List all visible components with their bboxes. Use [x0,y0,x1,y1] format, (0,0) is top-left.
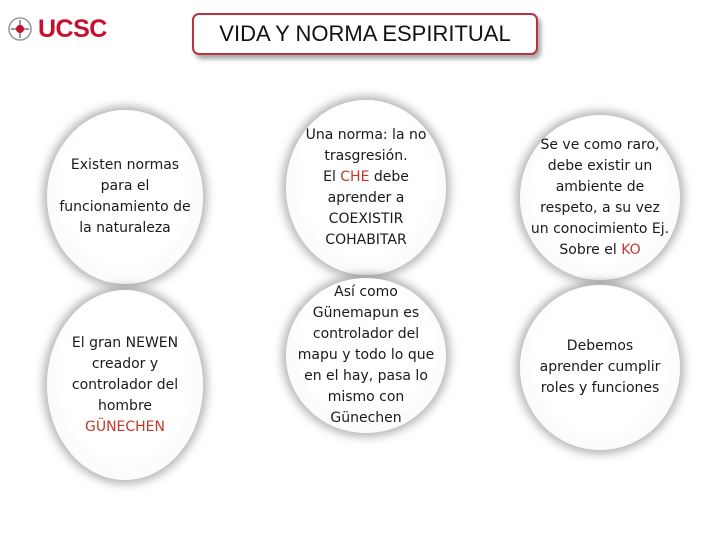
bubble-una-norma [286,100,446,275]
bubble-line-4: COHABITAR [325,231,407,248]
crest-icon [8,17,32,41]
ucsc-logo [8,14,107,44]
page-title: VIDA Y NORMA ESPIRITUAL [219,21,511,46]
bubble-line-3: COEXISTIR [328,210,404,227]
bubble-line-1: Una norma: la no trasgresión. [305,126,427,164]
bubble-line-2-pre: El [323,168,341,185]
bubble-text: Debemos aprender cumplir roles y funciones [539,338,661,396]
bubble-text [530,135,670,261]
bubble-text-main: Se ve como raro, debe existir un ambiente de respeto, a su vez un conocimiento Ej. Sobre el [530,136,670,258]
gunechen-highlight: GÜNECHEN [84,418,166,435]
bubble-existen-normas [47,110,203,284]
bubble-se-ve-como-raro [520,115,680,280]
bubble-text: Así como Günemapun es controlador del mapu y todo lo que en el hay, pasa lo mismo con Günechen [297,284,435,426]
bubble-line-2-post: debe aprender a [327,168,409,206]
ko-highlight: KO [621,241,641,258]
bubble-text [298,125,434,251]
bubble-gran-newen [47,290,203,480]
bubble-debemos-aprender [520,285,680,450]
bubble-asi-como [286,278,446,433]
bubble-text-main: El gran NEWEN creador y controlador del hombre [71,334,179,414]
logo-text: UCSC [38,14,107,43]
che-highlight: CHE [340,168,370,185]
bubble-text [61,333,189,438]
title-box [192,13,538,55]
bubble-text: Existen normas para el funcionamiento de la naturaleza [59,157,191,236]
